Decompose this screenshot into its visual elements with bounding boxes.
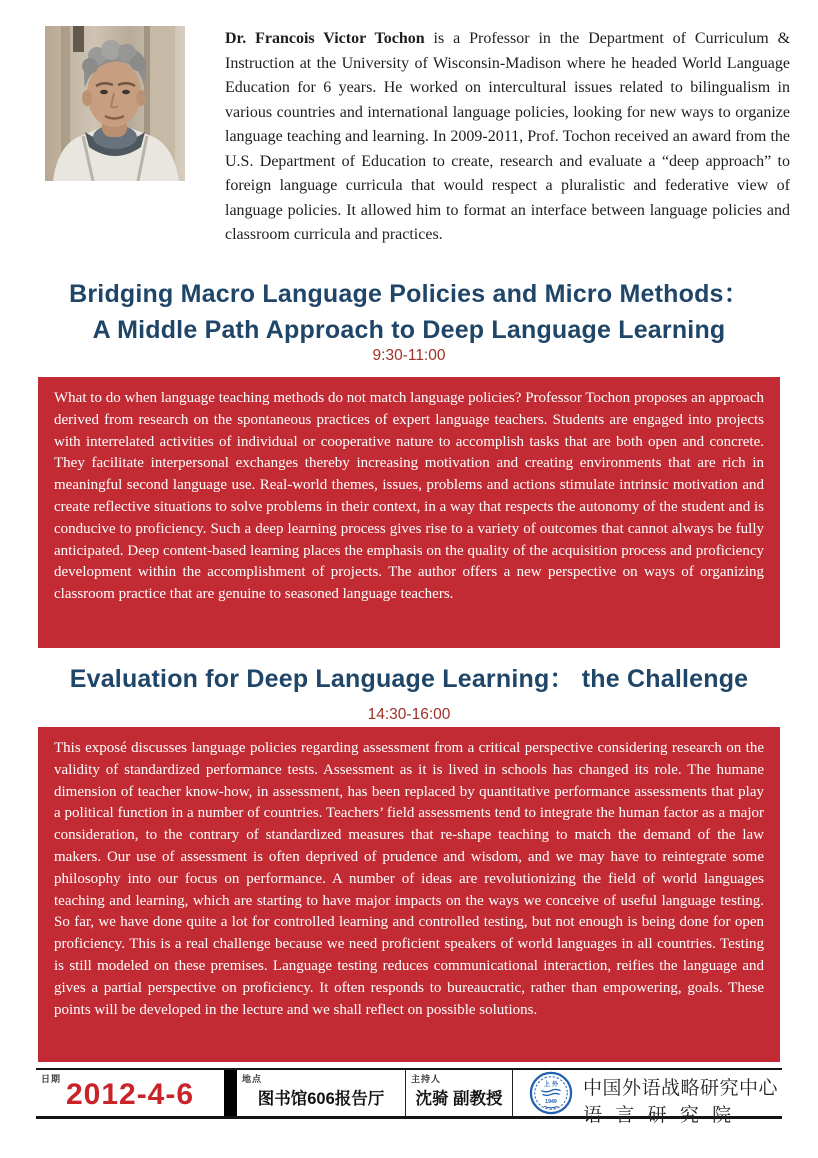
bio-description: is a Professor in the Department of Curriculum & Instruction at the University of Wisconsin-Madison where he headed World Language Education for 6 years. He worked on intercultural issues related to bilingualism in various countries and international language policies, looking for new ways to organize language teaching and learning. In 2009-2011, Prof. Tochon received an award from the U.S. Department of Education to create, research and evaluate a “deep approach” to foreign language curricula that would respect a pluralistic and federative view of language policies. It allowed him to format an interface between language policies and classroom curricula and practices. [225, 30, 791, 243]
session-1-abstract: What to do when language teaching methods do not match language policies? Professor Tochon proposes an approach derived from research on the spontaneous practices of expert language teachers. Students are engaged into projects with interrelated activities of individual or cooperative nature to accomplish tasks that are both open and concrete. They facilitate interpersonal exchanges thereby increasing motivation and creating environments that are rich in meaningful second language use. Real-world themes, issues, problems and actions stimulate intrinsic motivation and create reflective situations to solve problems in their context, in a way that respects the autonomy of the student and is conducive to proficiency. Such a deep learning process gives rise to a variety of outcomes that cannot always be fully anticipated. Deep content-based learning places the emphasis on the quality of the acquisition process and proficiency development within the accomplishment of projects. The author offers a new perspective on ways of organizing classroom practice that are genuine to seasoned language teachers. [38, 377, 780, 648]
org-name-line2: 语 言 研 究 院 [583, 1104, 736, 1126]
host-cell [406, 1070, 513, 1116]
speaker-name: Dr. Francois Victor Tochon [225, 30, 425, 47]
bio-section [45, 26, 793, 248]
date-value: 2012-4-6 [65, 1077, 195, 1111]
session-2-time: 14:30-16:00 [367, 706, 451, 723]
session-2-title [0, 661, 818, 697]
session-2-title-line1: Evaluation for Deep Language Learning： the Challenge [69, 665, 749, 693]
org-name-line1: 中国外语战略研究中心 [583, 1077, 779, 1099]
host-value: 沈骑 副教授 [415, 1090, 503, 1108]
session-1-title-line1: Bridging Macro Language Policies and Micro Methods： [69, 280, 749, 308]
session-1-time: 9:30-11:00 [372, 347, 446, 364]
date-cell [36, 1070, 224, 1116]
seal-year-text: 1949 [545, 1099, 557, 1106]
footer-black-divider [224, 1070, 237, 1116]
org-name [583, 1072, 779, 1126]
org-cell [513, 1070, 782, 1126]
venue-value: 图书馆606报告厅 [257, 1090, 385, 1108]
seal-top-text: 上 外 [543, 1080, 559, 1088]
venue-label: 地点 [242, 1074, 263, 1084]
university-seal-logo [529, 1071, 573, 1115]
speaker-photo [45, 26, 185, 181]
session-2-abstract: This exposé discusses language policies regarding assessment from a critical perspective considering research on the validity of standardized performance tests. Assessment as it is lived in schools has changed its role. The humane dimension of teacher know-how, in assessment, has been replaced by quantitative performance assessments that play a political function in a number of countries. Teachers’ field assessments tend to integrate the human factor as a major consideration, to the contrary of standardized measures that re-shape teaching to match the demand of the law makers. Our use of assessment is often deprived of prudence and wisdom, and we may have to reintegrate some philosophy into our focus on performance. A number of ideas are revolutionizing the field of world languages teaching and learning, which are starting to have major impacts on the ways we conceive of useful language testing. So far, we have done quite a lot for controlled learning and controlled testing, but not enough is being done for open proficiency. This is a real challenge because we need proficient speakers of world languages in all countries. Testing is still modeled on these premises. Language testing reduces communicational interaction, reifies the language and gives a partial perspective on proficiency. It often responds to bureaucratic, rather than empowering, goals. These points will be developed in the lecture and we shall reflect on possible solutions. [38, 727, 780, 1062]
session-1-title-line2: A Middle Path Approach to Deep Language Learning [92, 316, 726, 344]
venue-cell [237, 1070, 406, 1116]
bio-text [225, 27, 790, 248]
footer-bar [36, 1068, 782, 1126]
session-1-title [0, 276, 818, 348]
date-label: 日期 [41, 1074, 62, 1084]
speaker-portrait-illustration [45, 26, 185, 181]
host-label: 主持人 [411, 1074, 442, 1084]
